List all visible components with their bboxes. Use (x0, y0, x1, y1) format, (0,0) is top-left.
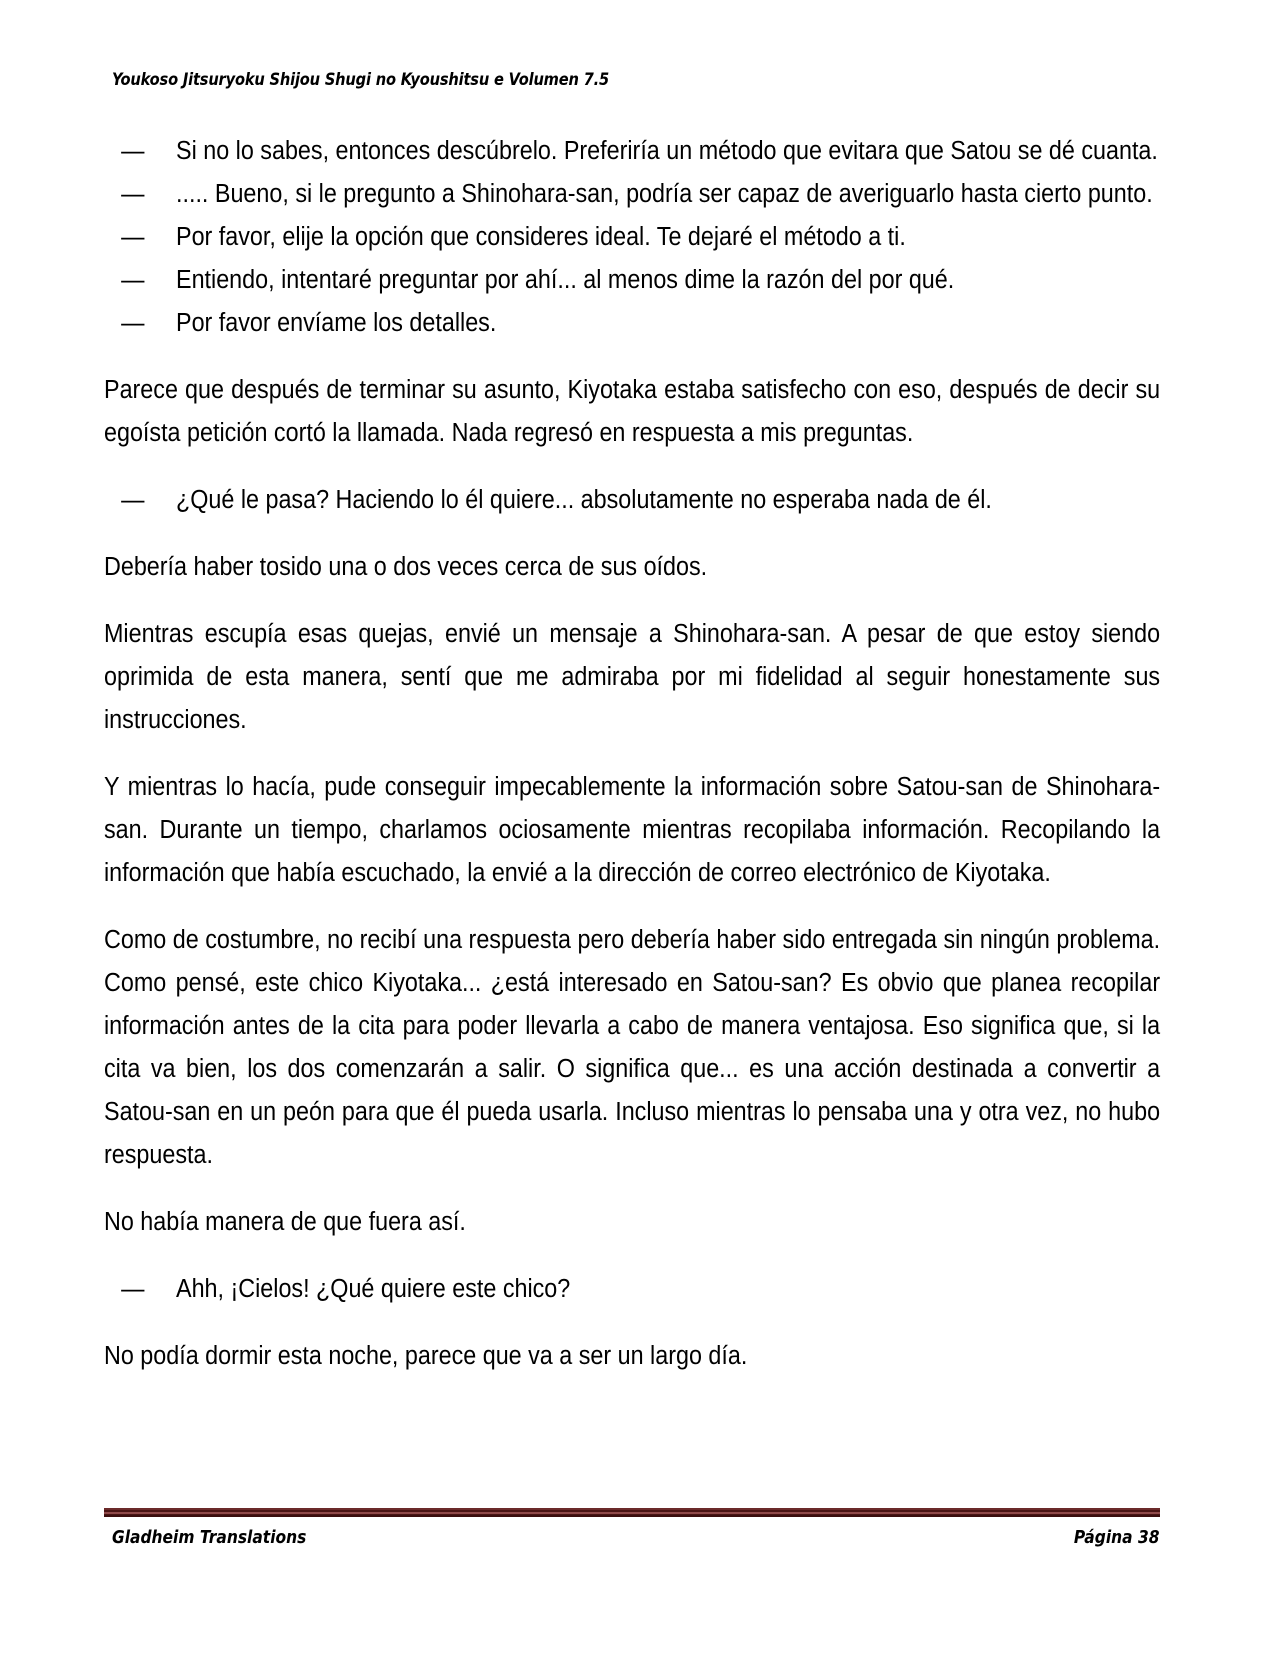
body-paragraph (104, 919, 1160, 1177)
running-footer (112, 1527, 1160, 1548)
body-paragraph (104, 613, 1160, 742)
body-paragraph (104, 766, 1160, 895)
dialogue-line (104, 302, 1160, 345)
body-paragraph (104, 1335, 1160, 1378)
paragraph-text: Como de costumbre, no recibí una respuesta pero debería haber sido entregada sin ningún problema. Como pensé, este chico Kiyotaka... ¿está interesado en Satou-san? Es obvio que planea recopilar información antes de la cita para poder llevarla a cabo de manera ventajosa. Eso significa que, si la cita va bien, los dos comenzarán a salir. O significa que... es una acción destinada a convertir a Satou-san en un peón para que él pueda usarla. Incluso mientras lo pensaba una y otra vez, no hubo respuesta. (104, 926, 1161, 1169)
body-paragraph (104, 369, 1160, 455)
dialogue-text: Por favor envíame los detalles. (176, 309, 497, 337)
footer-translator-credit: Gladheim Translations (112, 1527, 307, 1548)
dialogue-line (104, 259, 1160, 302)
dialogue-block (104, 1268, 1160, 1311)
em-dash-marker: — (121, 309, 145, 337)
dialogue-line (104, 479, 1160, 522)
paragraph-text: Parece que después de terminar su asunto, Kiyotaka estaba satisfecho con eso, después de decir su egoísta petición cortó la llamada. Nada regresó en respuesta a mis preguntas. (104, 376, 1161, 447)
footer-divider-highlight (104, 1512, 1160, 1514)
dialogue-line (104, 173, 1160, 216)
paragraph-text: Mientras escupía esas quejas, envié un mensaje a Shinohara-san. A pesar de que estoy siendo oprimida de esta manera, sentí que me admiraba por mi fidelidad al seguir honestamente sus instrucciones. (104, 620, 1161, 734)
dialogue-line (104, 130, 1160, 173)
em-dash-marker: — (121, 1275, 145, 1303)
em-dash-marker: — (121, 223, 145, 251)
paragraph-text: Debería haber tosido una o dos veces cerca de sus oídos. (104, 553, 708, 581)
dialogue-block (104, 130, 1160, 345)
body-paragraph (104, 546, 1160, 589)
running-header-text: Youkoso Jitsuryoku Shijou Shugi no Kyoushitsu e Volumen 7.5 (112, 70, 610, 90)
dialogue-text: Ahh, ¡Cielos! ¿Qué quiere este chico? (176, 1275, 571, 1303)
body-paragraph (104, 1201, 1160, 1244)
dialogue-text: Si no lo sabes, entonces descúbrelo. Preferiría un método que evitara que Satou se dé cuanta. (176, 137, 1158, 165)
dialogue-text: ..... Bueno, si le pregunto a Shinohara-san, podría ser capaz de averiguarlo hasta cierto punto. (176, 180, 1153, 208)
dialogue-block (104, 479, 1160, 522)
dialogue-text: Por favor, elije la opción que consideres ideal. Te dejaré el método a ti. (176, 223, 906, 251)
dialogue-line (104, 216, 1160, 259)
page-content (104, 130, 1160, 1402)
running-header (112, 70, 1020, 90)
paragraph-text: No había manera de que fuera así. (104, 1208, 466, 1236)
paragraph-text: No podía dormir esta noche, parece que va a ser un largo día. (104, 1342, 748, 1370)
dialogue-text: Entiendo, intentaré preguntar por ahí... al menos dime la razón del por qué. (176, 266, 955, 294)
em-dash-marker: — (121, 137, 145, 165)
em-dash-marker: — (121, 486, 145, 514)
dialogue-line (104, 1268, 1160, 1311)
paragraph-text: Y mientras lo hacía, pude conseguir impecablemente la información sobre Satou-san de Shinohara-san. Durante un tiempo, charlamos ociosamente mientras recopilaba información. Recopilando la información que había escuchado, la envié a la dirección de correo electrónico de Kiyotaka. (104, 773, 1161, 887)
footer-page-number: Página 38 (1074, 1527, 1160, 1548)
footer-divider-rule (104, 1508, 1160, 1517)
dialogue-text: ¿Qué le pasa? Haciendo lo él quiere... absolutamente no esperaba nada de él. (176, 486, 992, 514)
em-dash-marker: — (121, 266, 145, 294)
em-dash-marker: — (121, 180, 145, 208)
